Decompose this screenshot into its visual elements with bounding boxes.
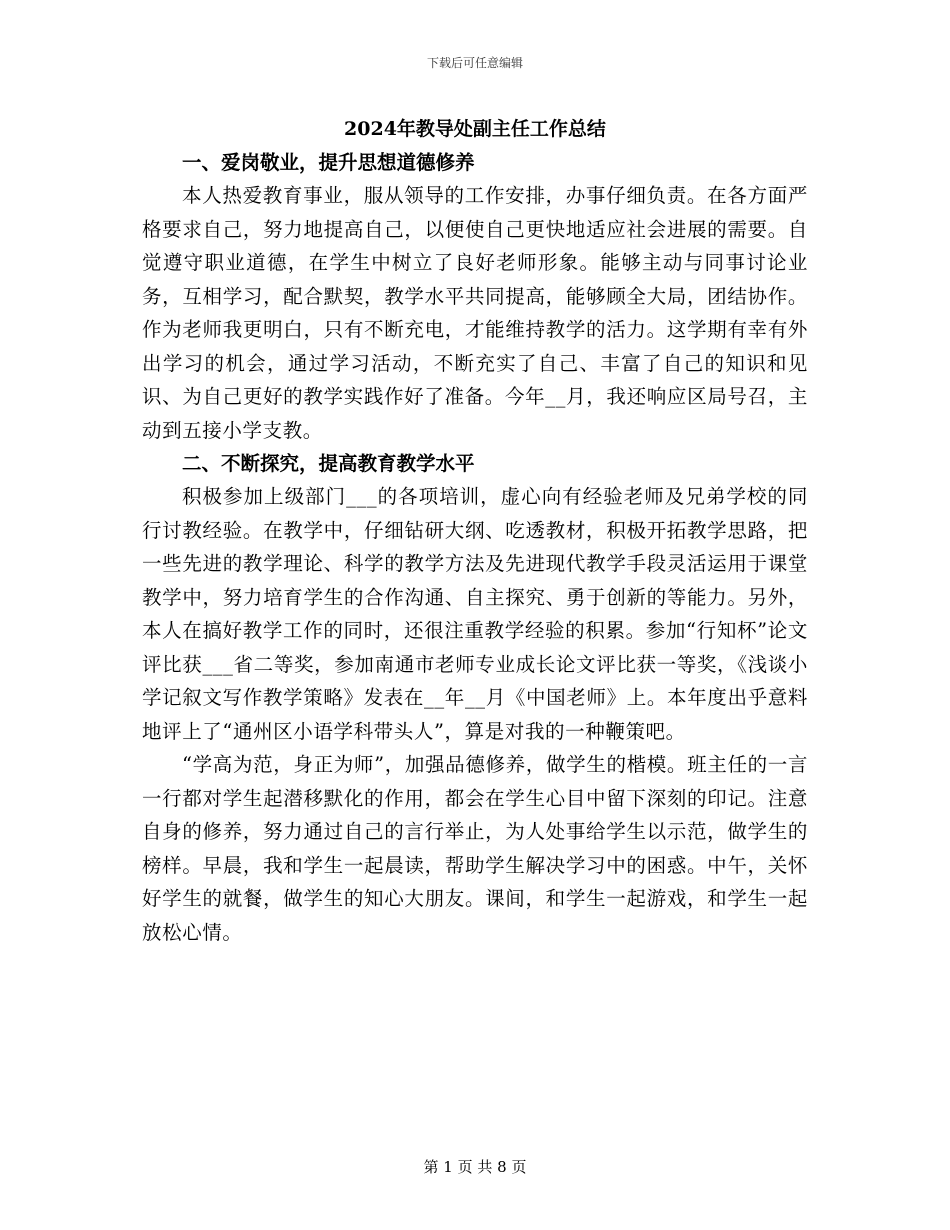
section-1 <box>142 146 808 447</box>
section-heading: 二、不断探究，提高教育教学水平 <box>182 452 475 475</box>
header-note: 下载后可任意编辑 <box>426 56 523 70</box>
paragraph: 本人热爱教育事业，服从领导的工作安排，办事仔细负责。在各方面严格要求自己，努力地提高自己，以便使自己更快地适应社会进展的需要。自觉遵守职业道德，在学生中树立了良好老师形象。能够主动与同事讨论业务，互相学习，配合默契，教学水平共同提高，能够顾全大局，团结协作。作为老师我更明白，只有不断充电，才能维持教学的活力。这学期有幸有外出学习的机会，通过学习活动，不断充实了自己、丰富了自己的知识和见识、为自己更好的教学实践作好了准备。今年__月，我还响应区局号召，主动到五接小学支教。 <box>142 184 808 442</box>
paragraph: “学高为范，身正为师”，加强品德修养，做学生的楷模。班主任的一言一行都对学生起潜移默化的作用，都会在学生心目中留下深刻的印记。注意自身的修养，努力通过自己的言行举止，为人处事给学生以示范，做学生的榜样。早晨，我和学生一起晨读，帮助学生解决学习中的困惑。中午，关怀好学生的就餐，做学生的知心大朋友。课间，和学生一起游戏，和学生一起放松心情。 <box>142 753 808 944</box>
page-number: 第 1 页 共 8 页 <box>423 1158 527 1176</box>
document-title: 2024年教导处副主任工作总结 <box>344 118 606 140</box>
section-2 <box>142 447 808 949</box>
section-heading: 一、爱岗敬业，提升思想道德修养 <box>182 151 475 174</box>
document-body <box>142 114 808 949</box>
paragraph: 积极参加上级部门___的各项培训，虚心向有经验老师及兄弟学校的同行讨教经验。在教学中，仔细钻研大纲、吃透教材，积极开拓教学思路，把一些先进的教学理论、科学的教学方法及先进现代教学手段灵活运用于课堂教学中，努力培育学生的合作沟通、自主探究、勇于创新的等能力。另外，本人在搞好教学工作的同时，还很注重教学经验的积累。参加“行知杯”论文评比获___省二等奖，参加南通市老师专业成长论文评比获一等奖，《浅谈小学记叙文写作教学策略》发表在__年__月《中国老师》上。本年度出乎意料地评上了“通州区小语学科带头人”，算是对我的一种鞭策吧。 <box>142 485 808 743</box>
